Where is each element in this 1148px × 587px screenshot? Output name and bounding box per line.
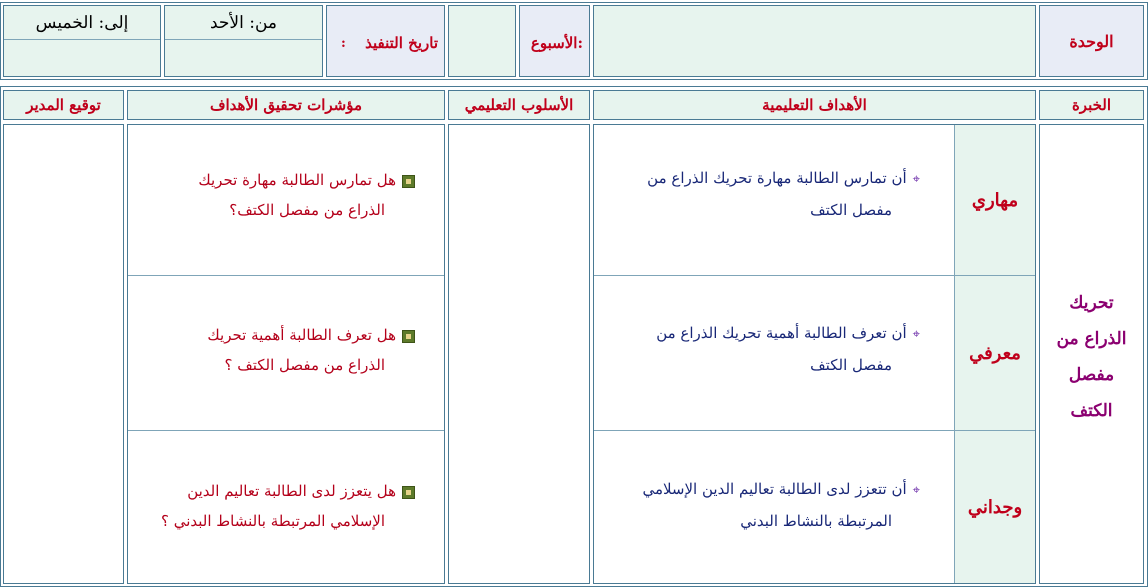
from-day-label: من: الأحد [209,12,278,33]
crosshair-circle-icon: ⌖ [912,483,920,498]
col-header-method: الأسلوب التعليمي [448,90,590,120]
row-divider [594,275,1035,276]
unit-label-cell [1039,5,1144,77]
crosshair-circle-icon: ⌖ [912,327,920,342]
ornament-square-icon [402,486,415,499]
col-header-objectives: الأهداف التعليمية [593,90,1036,120]
domain-cell-affective [954,431,1035,583]
col-header-experience: الخبرة [1039,90,1144,120]
week-value-cell[interactable] [448,5,516,77]
crosshair-circle-icon: ⌖ [912,172,920,187]
exec-date-label-cell [326,5,445,77]
domain-cell-skill [954,125,1035,275]
objective-text: ⌖أن تعرف الطالبة أهمية تحريك الذراع من مفصل الكتف [656,324,920,374]
indicator-text: هل تمارس الطالبة مهارة تحريك الذراع من مفصل الكتف؟ [140,165,415,225]
ornament-square-icon [402,330,415,343]
col-header-indicators: مؤشرات تحقيق الأهداف [127,90,445,120]
indicator-text: هل يتعزز لدى الطالبة تعاليم الدين الإسلامي المرتبطة بالنشاط البدني ؟ [140,476,415,536]
unit-value-cell[interactable] [593,5,1036,77]
principal-signature-cell[interactable] [3,124,124,584]
week-label-cell [519,5,590,77]
exec-date-colon: : [341,36,346,51]
experience-line-1: تحريك [1069,293,1114,313]
objective-text: ⌖أن تمارس الطالبة مهارة تحريك الذراع من مفصل الكتف [647,169,920,219]
method-column[interactable] [448,124,590,584]
experience-line-4: الكتف [1070,401,1113,421]
from-day-cell [164,5,323,77]
to-day-cell [3,5,161,77]
col-header-principal-signature: توقيع المدير [3,90,124,120]
domain-label: وجداني [967,496,1023,518]
row-divider [594,430,1035,431]
exec-date-label: تاريخ التنفيذ [365,34,438,52]
indicator-text: هل تعرف الطالبة أهمية تحريك الذراع من مفصل الكتف ؟ [140,320,415,380]
domain-label: مهاري [971,189,1019,211]
experience-cell [1039,124,1144,584]
experience-line-2: الذراع من [1056,329,1127,349]
domain-cell-cognitive [954,276,1035,430]
week-label: الأسبوع: [530,34,583,52]
domain-label: معرفي [969,342,1021,364]
unit-label: الوحدة [1069,31,1114,51]
to-day-label: إلى: الخميس [35,12,129,33]
experience-line-3: مفصل [1068,365,1115,385]
ornament-square-icon [402,175,415,188]
objective-text: ⌖أن تتعزز لدى الطالبة تعاليم الدين الإسلامي المرتبطة بالنشاط البدني [642,480,920,530]
